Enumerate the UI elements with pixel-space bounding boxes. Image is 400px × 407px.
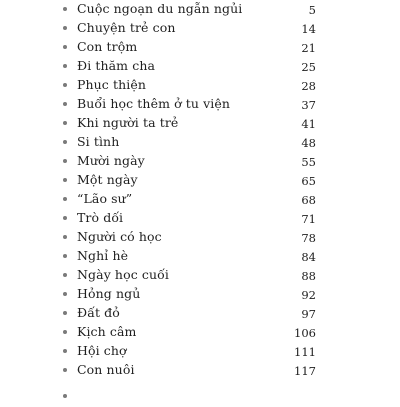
bullet-icon xyxy=(63,368,67,372)
toc-entry[interactable] xyxy=(0,115,400,134)
toc-entry-page: 68 xyxy=(301,193,316,207)
toc-entry-page: 5 xyxy=(308,3,316,17)
bullet-icon xyxy=(63,349,67,353)
toc-entry-page: 48 xyxy=(301,136,316,150)
bullet-icon xyxy=(63,121,67,125)
toc-entry-title: Khi người ta trẻ xyxy=(77,115,179,130)
toc-entry-title: Phục thiện xyxy=(77,77,147,92)
toc-entry-title: Hỏng ngủ xyxy=(77,286,141,301)
toc-entry-title: Một ngày xyxy=(77,172,138,187)
toc-entry[interactable] xyxy=(0,343,400,362)
toc-entry-title: Cuộc ngoạn du ngẫn ngủi xyxy=(77,1,243,16)
toc-entry[interactable] xyxy=(0,305,400,324)
toc-entry[interactable] xyxy=(0,210,400,229)
toc-entry-page: 84 xyxy=(301,250,316,264)
toc-entry[interactable] xyxy=(0,267,400,286)
bullet-icon xyxy=(63,330,67,334)
bullet-icon xyxy=(63,102,67,106)
toc-entry[interactable] xyxy=(0,39,400,58)
bullet-icon xyxy=(63,292,67,296)
toc-entry-title: Si tình xyxy=(77,134,120,149)
toc-entry[interactable] xyxy=(0,134,400,153)
bullet-icon xyxy=(63,7,67,11)
toc-entry[interactable] xyxy=(0,172,400,191)
bullet-icon xyxy=(63,254,67,258)
bullet-icon xyxy=(63,311,67,315)
toc-entry[interactable] xyxy=(0,248,400,267)
toc-entry-page: 71 xyxy=(301,212,316,226)
toc-entry-page: 88 xyxy=(301,269,316,283)
toc-entry-page: 65 xyxy=(301,174,316,188)
toc-entry-title: Trò dối xyxy=(77,210,124,225)
bullet-icon xyxy=(63,83,67,87)
toc-entry-title: Mười ngày xyxy=(77,153,145,168)
toc-entry[interactable] xyxy=(0,362,400,381)
toc-entry-title: Ngày học cuối xyxy=(77,267,169,282)
bullet-icon xyxy=(63,140,67,144)
toc-entry[interactable] xyxy=(0,96,400,115)
toc-entry-page: 37 xyxy=(301,98,316,112)
toc-entry-page: 92 xyxy=(301,288,316,302)
toc-entry[interactable] xyxy=(0,286,400,305)
toc-entry[interactable] xyxy=(0,1,400,20)
bullet-icon xyxy=(63,235,67,239)
toc-entry-title: “Lão sư” xyxy=(77,191,133,206)
toc-entry-page: 25 xyxy=(301,60,316,74)
toc-entry-title: Người có học xyxy=(77,229,162,244)
toc-entry[interactable] xyxy=(0,20,400,39)
toc-entry-page: 21 xyxy=(301,41,316,55)
toc-entry-title: Đất đỏ xyxy=(77,305,120,320)
toc-entry-page: 78 xyxy=(301,231,316,245)
toc-entry-title: Con nuôi xyxy=(77,362,135,377)
bullet-icon xyxy=(63,26,67,30)
toc-entry[interactable] xyxy=(0,153,400,172)
toc-entry-page: 117 xyxy=(294,364,316,378)
toc-entry-title: Buổi học thêm ở tu viện xyxy=(77,96,231,111)
bullet-icon xyxy=(63,273,67,277)
bullet-icon xyxy=(63,159,67,163)
bullet-icon xyxy=(63,64,67,68)
toc-entry-partial xyxy=(0,388,400,407)
bullet-icon xyxy=(63,45,67,49)
toc-entry-title: Chuyện trẻ con xyxy=(77,20,176,35)
toc-entry[interactable] xyxy=(0,324,400,343)
bullet-icon xyxy=(63,394,67,398)
toc-entry[interactable] xyxy=(0,191,400,210)
bullet-icon xyxy=(63,197,67,201)
bullet-icon xyxy=(63,216,67,220)
toc-entry-title: Đi thăm cha xyxy=(77,58,156,73)
toc-entry-page: 111 xyxy=(294,345,316,359)
toc-entry-title: Kịch câm xyxy=(77,324,137,339)
toc-entry-title: Con trộm xyxy=(77,39,138,54)
toc-entry[interactable] xyxy=(0,77,400,96)
toc-entry-title: Hội chợ xyxy=(77,343,127,358)
toc-entry-page: 55 xyxy=(301,155,316,169)
toc-entry-title: Nghỉ hè xyxy=(77,248,129,263)
toc-entry-page: 106 xyxy=(294,326,316,340)
toc-entry[interactable] xyxy=(0,229,400,248)
toc-entry[interactable] xyxy=(0,58,400,77)
bullet-icon xyxy=(63,178,67,182)
toc-entry-page: 41 xyxy=(301,117,316,131)
toc-entry-page: 14 xyxy=(301,22,316,36)
toc-entry-page: 97 xyxy=(301,307,316,321)
toc-entry-page: 28 xyxy=(301,79,316,93)
